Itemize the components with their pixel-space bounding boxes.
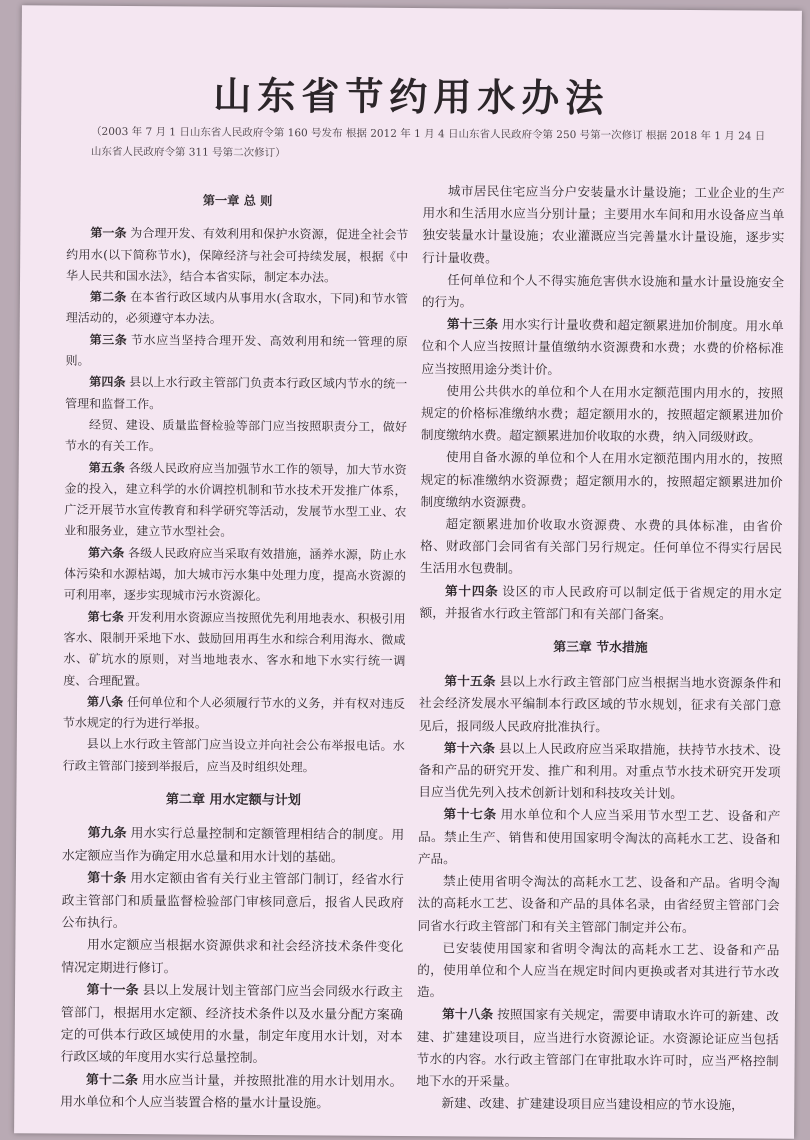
article [419, 670, 781, 739]
article [66, 287, 408, 332]
article-text: 各级人民政府应当采取有效措施，涵养水源，防止水体污染和水源枯竭，加大城市污水集中处理力度，提高水资源的可利用率，逐步实现城市污水资源化。 [63, 545, 407, 604]
paragraph: 禁止使用省明令淘汰的高耗水工艺、设备和产品。省明令淘汰的高耗水工艺、设备和产品的具体名录，由省经贸主管部门会同省水行政主管部门和有关主管部门制定并公布。 [417, 873, 780, 935]
article [61, 980, 404, 1072]
paragraph: 已安装使用国家和省明令淘汰的高耗水工艺、设备和产品的，使用单位和个人应当在规定时间内更换或者对其进行节水改造。 [417, 939, 780, 1000]
chapter-heading: 第一章 总 则 [202, 193, 273, 209]
article [64, 542, 406, 608]
article-text: 用水实行总量控制和定额管理相结合的制度。用水定额应当作为确定用水总量和用水计划的基础。 [61, 826, 405, 866]
document-subtitle: （2003 年 7 月 1 日山东省人民政府令第 160 号发布 根据 2012 年 1 月 4 日山东省人民政府令第 250 号第一次修订 根据 2018 年 1 月 24 日山东省人民政府令第 311 号第二次修订） [90, 125, 766, 160]
article-number: 第十三条 [446, 316, 499, 332]
article [63, 691, 405, 736]
paragraph: 城市居民住宅应当分户安装量水计量设施；工业企业的生产用水和生活用水应当分别计量；主要用水车间和用水设备应当单独安装量水计量设施；农业灌溉应当完善量水计量设施，逐步实行计量收费。 [422, 183, 785, 266]
article-text: 用水实行计量收费和超定额累进加价制度。用水单位和个人应当按照计量值缴纳水资源费和水费；水费的价格标准应当按照用途分类计价。 [421, 316, 784, 377]
article [420, 580, 782, 627]
article-number: 第七条 [87, 609, 125, 624]
article-text: 用水应当计量，并按照批准的用水计划用水。用水单位和个人应当装置合格的量水计量设施。 [60, 1073, 403, 1112]
paragraph: 使用公共供水的单位和个人在用水定额范围内用水的，按照规定的价格标准缴纳水费；超定额用水的，按照超定额累进加价制度缴纳水费。超定额累进加价收取的水费，纳入同级财政。 [420, 383, 784, 445]
chapter-two-section [60, 789, 404, 1117]
article-text: 县以上人民政府应当采取措施，扶持节水技术、设备和产品的研究开发、推广和利用。对重点节水技术研究开发项目应当优先列入技术创新计划和科技攻关计划。 [418, 740, 781, 802]
article-number: 第一条 [90, 226, 127, 241]
article-number: 第十八条 [442, 1006, 494, 1022]
article [65, 372, 407, 417]
paragraph: 用水定额应当根据水资源供求和社会经济技术条件变化情况定期进行修订。 [61, 938, 404, 977]
article-number: 第十五条 [444, 673, 496, 689]
article-text: 为合理开发、有效利用和保护水资源，促进全社会节约用水(以下简称节水)，保障经济与社会可持续发展，根据《中华人民共和国水法》，结合本省实际，制定本办法。 [66, 226, 409, 285]
article [65, 329, 407, 374]
article-text: 县以上水行政主管部门应当根据当地水资源条件和社会经济发展水平编制本行政区域的节水规划，征求有关部门意见后，报同级人民政府批准执行。 [418, 673, 782, 735]
paragraph: 县以上水行政主管部门应当设立并向社会公布举报电话。水行政主管部门接到举报后，应当及时组织处理。 [62, 737, 405, 775]
article-text: 设区的市人民政府可以制定低于省规定的用水定额，并报省水行政主管部门和有关部门备案。 [419, 583, 782, 622]
article-number: 第九条 [87, 826, 127, 842]
article-number: 第八条 [87, 694, 124, 709]
article-number: 第十二条 [85, 1072, 139, 1089]
article-number: 第六条 [88, 545, 125, 560]
paragraph: 经贸、建设、质量监督检验等部门应当按照职责分工，做好节水的有关工作。 [64, 417, 408, 454]
article-number: 第十一条 [86, 983, 139, 999]
article-text: 各级人民政府应当加强节水工作的领导，加大节水资金的投入，建立科学的水价调控机制和节水技术开发推广体系，广泛开展节水宣传教育和科学研究等活动，发展节水型工业、农业和服务业，建立节水型社会。 [64, 460, 407, 540]
document-page [14, 5, 802, 1138]
document-title: 山东省节约用水办法 [213, 72, 610, 121]
left-column [60, 178, 409, 1117]
article-number: 第十六条 [443, 740, 496, 756]
article-number: 第五条 [88, 460, 126, 475]
article [418, 804, 780, 873]
article [66, 223, 408, 289]
article-number: 第十条 [87, 871, 127, 887]
article-text: 开发利用水资源应当按照优先利用地表水、积极引用客水、限制开采地下水、鼓励回用再生水和综合利用海水、微咸水、矿坑水的原则，对当地地表水、客水和地下水实行统一调度、合理配置。 [63, 609, 406, 688]
article-text: 在本省行政区域内从事用水(含取水，下同)和节水管理活动的，必须遵守本办法。 [65, 290, 408, 327]
article-text: 任何单位和个人必须履行节水的义务，并有权对违反节水规定的行为进行举报。 [62, 694, 406, 731]
paragraph: 新建、改建、扩建建设项目应当建设相应的节水设施， [441, 1095, 744, 1113]
article [61, 868, 403, 938]
article [62, 823, 404, 870]
article [418, 737, 780, 806]
article-number: 第十七条 [443, 806, 497, 823]
article [421, 313, 783, 382]
article-text: 县以上水行政主管部门负责本行政区域内节水的统一管理和监督工作。 [65, 375, 408, 411]
paragraph: 任何单位和个人不得实施危害供水设施和量水计量设施安全的行为。 [421, 272, 785, 310]
article-number: 第十四条 [445, 582, 499, 599]
chapter-heading: 第二章 用水定额与计划 [165, 792, 301, 809]
article-number: 第二条 [89, 289, 127, 305]
article-number: 第四条 [89, 375, 126, 390]
article [60, 1069, 402, 1116]
article-text: 县以上发展计划主管部门应当会同级水行政主管部门，根据用水定额、经济技术条件以及水量分配方案确定的可供本行政区域使用的水量，制定年度用水计划，对本行政区域的年度用水实行总量控制。 [60, 983, 404, 1067]
article [416, 1003, 779, 1094]
paragraph: 使用自备水源的单位和个人在用水定额范围内用水的，按照规定的标准缴纳水资源费；超定额用水的，按照超定额累进加价制度缴纳水资源费。 [420, 449, 783, 510]
right-column [416, 180, 785, 1117]
chapter-heading: 第三章 节水措施 [553, 640, 648, 656]
article-text: 用水定额由省有关行业主管部门制订，经省水行政主管部门和质量监督检验部门审核同意后，报省人民政府公布执行。 [61, 871, 404, 932]
article [64, 457, 407, 545]
article-text: 节水应当坚持合理开发、高效利用和统一管理的原则。 [65, 332, 408, 368]
paragraph: 超定额累进加价收取水资源费、水费的具体标准，由省价格、财政部门会同省有关部门另行规定。任何单位不得实行居民生活用水包费制。 [419, 516, 783, 577]
article [63, 606, 406, 694]
article-text: 按照国家有关规定，需要申请取水许可的新建、改建、扩建建设项目，应当进行水资源论证。水资源论证应当包括节水的内容。水行政主管部门在审批取水许可时，应当严格控制地下水的开采量。 [416, 1006, 779, 1089]
article-text: 用水单位和个人应当采用节水型工艺、设备和产品。禁止生产、销售和使用国家明令淘汰的高耗水工艺、设备和产品。 [417, 807, 781, 867]
article-number: 第三条 [89, 332, 128, 347]
